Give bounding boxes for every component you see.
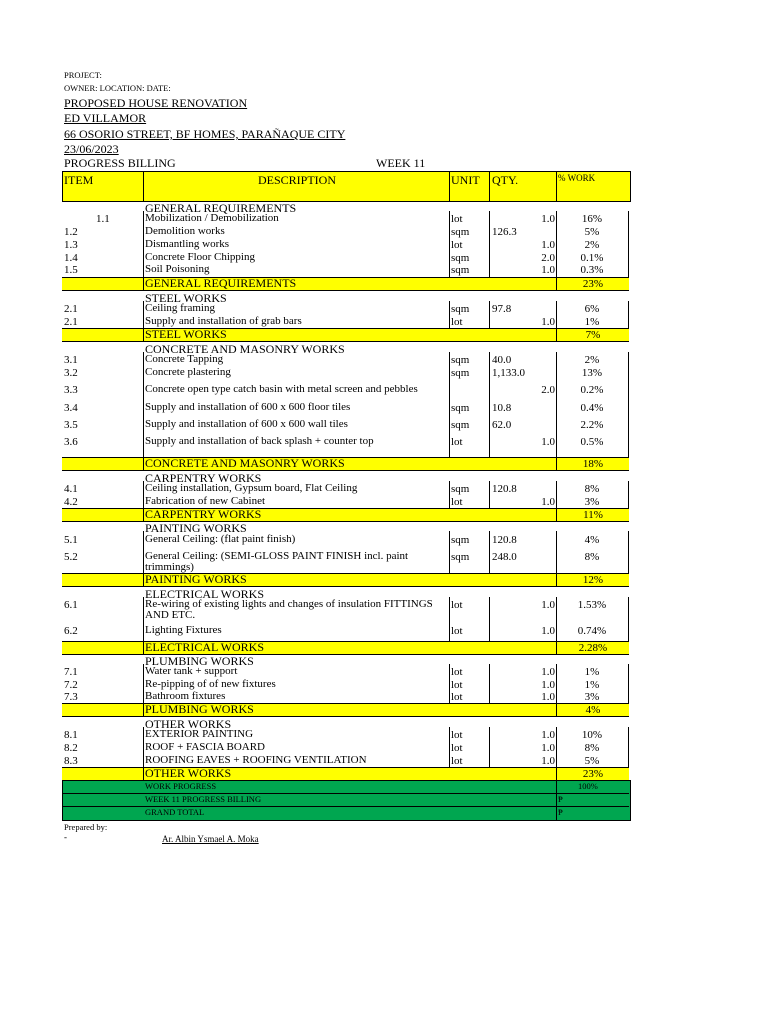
item-qty-lot: 1.0 [541, 264, 555, 276]
item-number: 6.2 [64, 625, 78, 637]
column-divider [556, 352, 557, 457]
column-divider [449, 211, 450, 277]
item-number: 8.3 [64, 755, 78, 767]
item-work-percent: 2% [584, 239, 600, 251]
column-divider [143, 573, 144, 586]
column-divider [143, 481, 144, 508]
column-divider [628, 727, 629, 767]
section-title: PLUMBING WORKS [145, 654, 254, 668]
column-divider [143, 211, 144, 277]
project-date: 23/06/2023 [64, 142, 119, 156]
item-work-percent: 8% [584, 742, 600, 754]
item-qty-lot: 1.0 [541, 679, 555, 691]
item-number: 8.2 [64, 742, 78, 754]
column-divider [143, 352, 144, 457]
item-qty: 120.8 [492, 534, 517, 546]
item-qty: 40.0 [492, 354, 512, 366]
item-qty-lot: 1.0 [541, 625, 555, 637]
item-description: Concrete Floor Chipping [145, 251, 255, 263]
section-title: OTHER WORKS [145, 717, 232, 731]
item-description: Mobilization / Demobilization [145, 212, 279, 224]
item-qty: 120.8 [492, 483, 517, 495]
section-subtotal-value: 4% [585, 704, 601, 716]
column-divider [449, 481, 450, 508]
item-qty-lot: 1.0 [541, 239, 555, 251]
column-divider [143, 457, 144, 470]
item-work-percent: 5% [584, 755, 600, 767]
column-unit: UNIT [451, 173, 480, 187]
billing-title: PROGRESS BILLING [64, 156, 176, 170]
column-divider [556, 597, 557, 641]
item-qty-lot: 2.0 [541, 252, 555, 264]
item-work-percent: 4% [584, 534, 600, 546]
owner-name: ED VILLAMOR [64, 111, 147, 125]
item-unit: sqm [451, 226, 470, 238]
item-unit: sqm [451, 264, 470, 276]
week-billing-label: WEEK 11 PROGRESS BILLING [145, 794, 262, 804]
section-title: STEEL WORKS [145, 291, 227, 305]
item-description: Lighting Fixtures [145, 624, 222, 636]
item-number: 6.1 [64, 599, 78, 611]
item-number: 7.1 [64, 666, 78, 678]
week-billing-value: ₱ [558, 794, 563, 804]
column-divider [556, 703, 557, 716]
section-subtotal-label: ELECTRICAL WORKS [145, 640, 264, 654]
item-unit: sqm [451, 367, 470, 379]
item-number: 5.1 [64, 534, 78, 546]
week-label: WEEK 11 [376, 156, 426, 170]
item-work-percent: 16% [581, 213, 603, 225]
item-unit: lot [451, 679, 463, 691]
item-unit: lot [451, 599, 463, 611]
item-work-percent: 1% [584, 316, 600, 328]
section-subtotal-label: CARPENTRY WORKS [145, 507, 262, 521]
item-description: Concrete plastering [145, 366, 231, 378]
column-divider [556, 664, 557, 703]
column-divider [556, 277, 557, 290]
item-unit: sqm [451, 534, 470, 546]
item-qty-lot: 2.0 [541, 384, 555, 396]
item-work-percent: 10% [581, 729, 603, 741]
item-unit: lot [451, 436, 463, 448]
item-unit: sqm [451, 551, 470, 563]
item-work-percent: 6% [584, 303, 600, 315]
section-title: GENERAL REQUIREMENTS [145, 201, 297, 215]
item-number: 3.6 [64, 436, 78, 448]
item-unit: sqm [451, 252, 470, 264]
column-divider [143, 664, 144, 703]
item-unit: sqm [451, 303, 470, 315]
item-number: 4.2 [64, 496, 78, 508]
column-divider [628, 481, 629, 508]
item-unit: lot [451, 755, 463, 767]
item-number: 1.3 [64, 239, 78, 251]
item-number: 1.1 [96, 213, 110, 225]
item-number: 3.2 [64, 367, 78, 379]
item-description: Supply and installation of back splash + counter top [145, 435, 374, 447]
item-qty: 62.0 [492, 419, 512, 431]
owner-location-date-label: OWNER: LOCATION: DATE: [64, 83, 171, 93]
item-number: 3.3 [64, 384, 78, 396]
item-number: 7.2 [64, 679, 78, 691]
column-divider [556, 727, 557, 767]
column-item: ITEM [64, 173, 94, 187]
item-qty-lot: 1.0 [541, 742, 555, 754]
item-unit: sqm [451, 483, 470, 495]
item-description: Soil Poisoning [145, 263, 210, 275]
item-qty: 126.3 [492, 226, 517, 238]
item-unit: lot [451, 742, 463, 754]
item-unit: lot [451, 213, 463, 225]
item-work-percent: 1% [584, 666, 600, 678]
section-subtotal-label: GENERAL REQUIREMENTS [145, 276, 297, 290]
column-description: DESCRIPTION [258, 173, 337, 187]
column-divider [628, 352, 629, 457]
item-description: ROOF + FASCIA BOARD [145, 741, 266, 753]
item-number: 7.3 [64, 691, 78, 703]
column-divider [489, 597, 490, 641]
project-label: PROJECT: [64, 70, 102, 80]
prepared-by-label: Prepared by: [64, 822, 108, 832]
column-divider [489, 531, 490, 573]
column-header-row [62, 171, 631, 202]
item-number: 3.1 [64, 354, 78, 366]
section-subtotal-value: 18% [582, 458, 604, 470]
section-title: CONCRETE AND MASONRY WORKS [145, 342, 345, 356]
section-subtotal-value: 23% [582, 278, 604, 290]
project-name: PROPOSED HOUSE RENOVATION [64, 96, 248, 110]
item-qty: 248.0 [492, 551, 517, 563]
column-divider [143, 277, 144, 290]
item-qty-lot: 1.0 [541, 316, 555, 328]
column-divider [556, 767, 557, 780]
column-divider [628, 301, 629, 328]
item-number: 2.1 [64, 316, 78, 328]
column-divider [143, 328, 144, 341]
item-description: Supply and installation of 600 x 600 floor tiles [145, 401, 351, 413]
column-divider [143, 641, 144, 654]
item-description: Fabrication of new Cabinet [145, 495, 266, 507]
item-number: 3.5 [64, 419, 78, 431]
item-work-percent: 0.3% [580, 264, 604, 276]
section-subtotal-value: 2.28% [578, 642, 608, 654]
section-subtotal-label: PAINTING WORKS [145, 572, 247, 586]
item-work-percent: 0.2% [580, 384, 604, 396]
item-unit: lot [451, 666, 463, 678]
item-qty-lot: 1.0 [541, 599, 555, 611]
item-description: Water tank + support [145, 665, 238, 677]
item-qty-lot: 1.0 [541, 691, 555, 703]
item-work-percent: 0.74% [577, 625, 607, 637]
item-description: Dismantling works [145, 238, 230, 250]
item-work-percent: 2% [584, 354, 600, 366]
item-work-percent: 1% [584, 679, 600, 691]
item-work-percent: 8% [584, 483, 600, 495]
column-divider [449, 352, 450, 457]
section-subtotal-label: CONCRETE AND MASONRY WORKS [145, 456, 345, 470]
item-description: Re-wiring of existing lights and changes of insulation FITTINGS AND ETC. [145, 598, 433, 621]
item-unit: lot [451, 729, 463, 741]
item-qty: 10.8 [492, 402, 512, 414]
column-divider [143, 597, 144, 641]
item-description: Re-pipping of of new fixtures [145, 678, 276, 690]
column-divider [489, 664, 490, 703]
section-subtotal-value: 11% [583, 509, 603, 521]
grand-total-value: ₱ [558, 807, 563, 817]
section-title: CARPENTRY WORKS [145, 471, 262, 485]
item-qty-lot: 1.0 [541, 729, 555, 741]
section-subtotal-label: STEEL WORKS [145, 327, 227, 341]
column-divider [449, 597, 450, 641]
item-unit: lot [451, 496, 463, 508]
column-divider [556, 328, 557, 341]
item-number: 3.4 [64, 402, 78, 414]
column-work-percent: % WORK [558, 173, 596, 183]
section-subtotal-value: 7% [585, 329, 601, 341]
column-qty: QTY. [492, 173, 519, 187]
column-divider [449, 531, 450, 573]
item-number: 1.5 [64, 264, 78, 276]
item-work-percent: 13% [581, 367, 603, 379]
column-divider [556, 641, 557, 654]
item-qty-lot: 1.0 [541, 666, 555, 678]
column-divider [489, 211, 490, 277]
item-work-percent: 8% [584, 551, 600, 563]
column-divider [143, 727, 144, 767]
item-work-percent: 0.5% [580, 436, 604, 448]
item-description: Demolition works [145, 225, 225, 237]
column-divider [628, 531, 629, 573]
item-description: Concrete Tapping [145, 353, 224, 365]
item-qty-lot: 1.0 [541, 213, 555, 225]
item-number: 1.4 [64, 252, 78, 264]
signature-line: - [64, 832, 67, 842]
column-divider [556, 301, 557, 328]
item-qty: 97.8 [492, 303, 512, 315]
item-unit: lot [451, 316, 463, 328]
item-description: General Ceiling: (flat paint finish) [145, 533, 296, 545]
column-divider [143, 767, 144, 780]
project-location: 66 OSORIO STREET, BF HOMES, PARAÑAQUE CITY [64, 127, 346, 141]
item-unit: lot [451, 625, 463, 637]
column-divider [556, 457, 557, 470]
section-subtotal-label: OTHER WORKS [145, 766, 232, 780]
column-divider [449, 664, 450, 703]
column-divider [489, 301, 490, 328]
item-qty: 1,133.0 [492, 367, 525, 379]
column-divider [628, 211, 629, 277]
column-divider [143, 301, 144, 328]
item-unit: lot [451, 691, 463, 703]
item-description: General Ceiling: (SEMI-GLOSS PAINT FINISH incl. paint trimmings) [145, 550, 409, 573]
item-number: 5.2 [64, 551, 78, 563]
column-divider [143, 531, 144, 573]
work-progress-label: WORK PROGRESS [145, 781, 217, 791]
grand-total-label: GRAND TOTAL [145, 807, 205, 817]
item-description: Ceiling framing [145, 302, 215, 314]
item-work-percent: 2.2% [580, 419, 604, 431]
column-divider [556, 508, 557, 521]
column-divider [556, 573, 557, 586]
item-qty-lot: 1.0 [541, 496, 555, 508]
item-work-percent: 1.53% [577, 599, 607, 611]
item-description: Concrete open type catch basin with metal screen and pebbles [145, 383, 418, 395]
item-description: Supply and installation of 600 x 600 wall tiles [145, 418, 348, 430]
item-work-percent: 0.4% [580, 402, 604, 414]
column-divider [449, 301, 450, 328]
column-divider [628, 597, 629, 641]
section-subtotal-value: 12% [582, 574, 604, 586]
column-divider [449, 727, 450, 767]
preparer-name: Ar. Albin Ysmael A. Moka [162, 834, 259, 844]
item-description: Ceiling installation, Gypsum board, Flat Ceiling [145, 482, 358, 494]
column-divider [489, 352, 490, 457]
item-qty-lot: 1.0 [541, 755, 555, 767]
section-title: ELECTRICAL WORKS [145, 587, 264, 601]
item-unit: sqm [451, 354, 470, 366]
item-description: Bathroom fixtures [145, 690, 226, 702]
item-number: 8.1 [64, 729, 78, 741]
item-number: 2.1 [64, 303, 78, 315]
item-unit: sqm [451, 402, 470, 414]
item-qty-lot: 1.0 [541, 436, 555, 448]
column-divider [556, 531, 557, 573]
section-title: PAINTING WORKS [145, 521, 247, 535]
column-divider [143, 703, 144, 716]
column-divider [489, 481, 490, 508]
work-progress-value: 100% [578, 781, 598, 791]
column-divider [489, 727, 490, 767]
section-subtotal-label: PLUMBING WORKS [145, 702, 254, 716]
column-divider [556, 481, 557, 508]
item-number: 4.1 [64, 483, 78, 495]
item-work-percent: 5% [584, 226, 600, 238]
column-divider [556, 211, 557, 277]
item-unit: sqm [451, 419, 470, 431]
section-subtotal-value: 23% [582, 768, 604, 780]
item-description: Supply and installation of grab bars [145, 315, 302, 327]
item-description: ROOFING EAVES + ROOFING VENTILATION [145, 754, 367, 766]
item-description: EXTERIOR PAINTING [145, 728, 254, 740]
column-divider [628, 664, 629, 703]
item-number: 1.2 [64, 226, 78, 238]
item-work-percent: 3% [584, 496, 600, 508]
column-divider [143, 508, 144, 521]
item-work-percent: 0.1% [580, 252, 604, 264]
item-unit: lot [451, 239, 463, 251]
item-work-percent: 3% [584, 691, 600, 703]
